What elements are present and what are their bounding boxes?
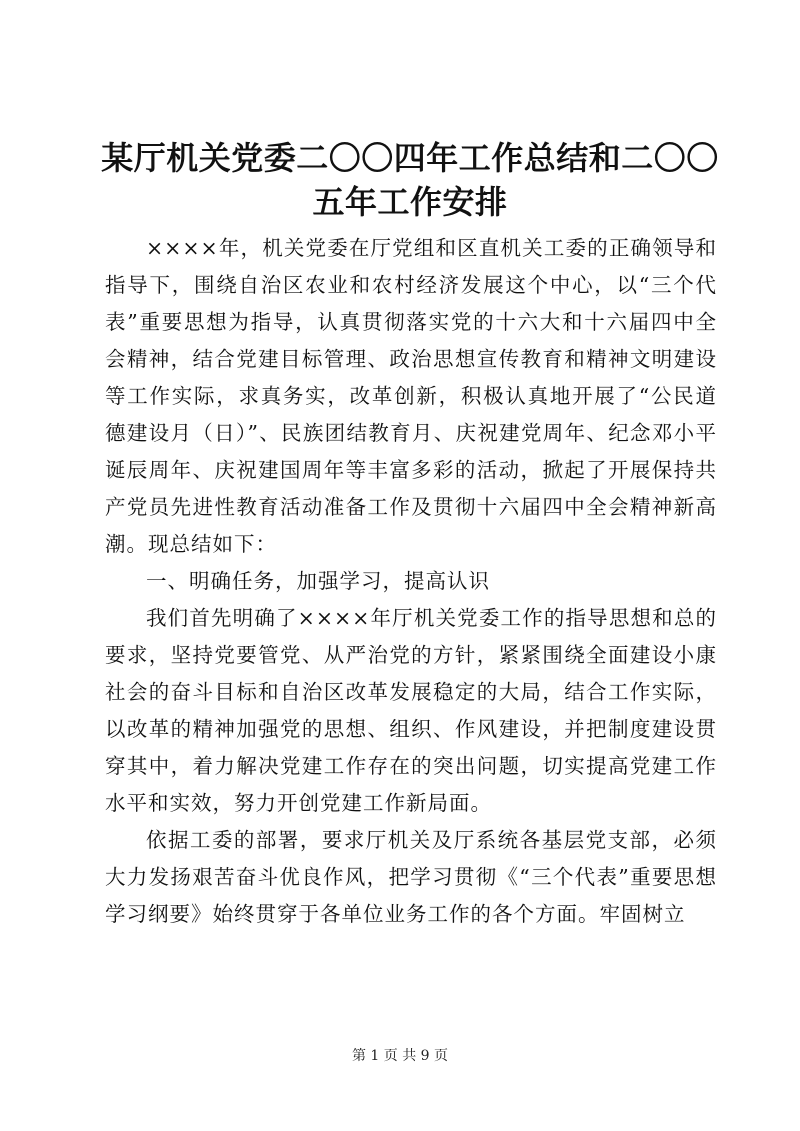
paragraph-section-1-continued: 依据工委的部署，要求厅机关及厅系统各基层党支部，必须大力发扬艰苦奋斗优良作风，把学习贯彻《“三个代表”重要思想学习纲要》始终贯穿于各单位业务工作的各个方面。牢固树立 (105, 828, 717, 926)
paragraph-intro: ××××年，机关党委在厅党组和区直机关工委的正确领导和指导下，围绕自治区农业和农村经济发展这个中心，以“三个代表”重要思想为指导，认真贯彻落实党的十六大和十六届四中全会精神，结合党建目标管理、政治思想宣传教育和精神文明建设等工作实际，求真务实，改革创新，积极认真地开展了“公民道德建设月（日）”、民族团结教育月、庆祝建党周年、纪念邓小平诞辰周年、庆祝建国周年等丰富多彩的活动，掀起了开展保持共产党员先进性教育活动准备工作及贯彻十六届四中全会精神新高潮。现总结如下： (105, 236, 717, 556)
document-body (105, 230, 717, 933)
page-number-footer: 第 1 页 共 9 页 (351, 1048, 449, 1064)
section-heading-1: 一、明确任务，加强学习，提高认识 (146, 569, 490, 593)
document-title: 某厅机关党委二〇〇四年工作总结和二〇〇五年工作安排 (101, 139, 719, 221)
paragraph-section-1: 我们首先明确了××××年厅机关党委工作的指导思想和总的要求，坚持党要管党、从严治党的方针，紧紧围绕全面建设小康社会的奋斗目标和自治区改革发展稳定的大局，结合工作实际，以改革的精神加强党的思想、组织、作风建设，并把制度建设贯穿其中，着力解决党建工作存在的突出问题，切实提高党建工作水平和实效，努力开创党建工作新局面。 (105, 606, 717, 815)
